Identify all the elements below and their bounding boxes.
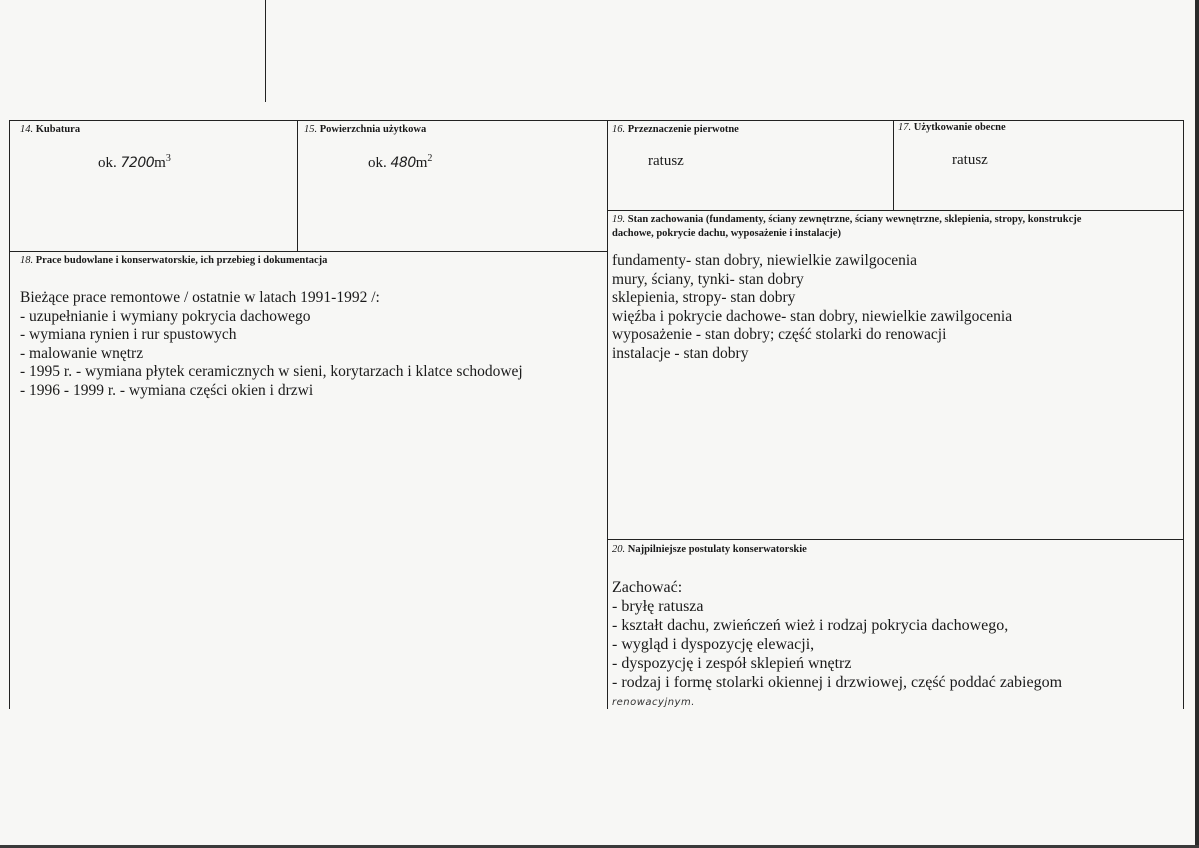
field-18-content — [20, 289, 523, 400]
field-17-value: ratusz — [952, 152, 988, 168]
field-16-value: ratusz — [648, 153, 684, 169]
rule-right — [1183, 120, 1184, 709]
field-20-number: 20. — [612, 544, 626, 555]
field-19-line: instalacje - stan dobry — [612, 344, 749, 362]
field-15-unit: m — [415, 155, 428, 171]
field-14-prefix: ok. — [98, 155, 117, 171]
rule-above-19 — [607, 210, 1183, 211]
field-17-label — [898, 122, 1006, 133]
field-18-label — [20, 255, 327, 266]
field-18-line: - 1995 r. - wymiana płytek ceramicznych w sieni, korytarzach i klatce schodowej — [20, 363, 523, 380]
field-14-handwritten: 7200 — [120, 155, 155, 171]
field-18-line: - 1996 - 1999 r. - wymiana części okien i drzwi — [20, 381, 314, 399]
field-17-title: Użytkowanie obecne — [913, 122, 1006, 133]
field-20-line: - wygląd i dyspozycję elewacji, — [612, 636, 815, 653]
field-16-number: 16. — [612, 124, 626, 135]
field-14-value — [98, 153, 171, 172]
field-19-number: 19. — [612, 214, 626, 225]
rule-left — [9, 120, 10, 709]
field-20-label — [612, 544, 807, 555]
field-14-title: Kubatura — [35, 124, 81, 135]
field-15-title: Powierzchnia użytkowa — [319, 124, 427, 135]
field-14-label — [20, 124, 80, 135]
field-16-label — [612, 124, 739, 135]
rule-above-20 — [607, 539, 1183, 540]
field-14-unit: m — [154, 155, 166, 171]
field-18-number: 18. — [20, 255, 34, 266]
field-19-line: sklepienia, stropy- stan dobry — [612, 289, 796, 306]
field-20-content — [612, 578, 1062, 692]
field-14-number: 14. — [20, 124, 34, 135]
field-19-title-line1: Stan zachowania (fundamenty, ściany zewnętrzne, ściany wewnętrzne, sklepienia, stropy, konstrukcje — [627, 214, 1082, 225]
rule-above-18 — [9, 251, 607, 252]
field-19-line: mury, ściany, tynki- stan dobry — [612, 270, 804, 288]
rule-center — [607, 120, 608, 709]
field-15-label — [304, 124, 426, 135]
field-18-line: Bieżące prace remontowe / ostatnie w latach 1991-1992 /: — [20, 289, 380, 306]
scan-edge-right — [1195, 0, 1199, 848]
field-15-prefix: ok. — [368, 155, 387, 171]
field-19-line: więźba i pokrycie dachowe- stan dobry, niewielkie zawilgocenia — [612, 307, 1013, 325]
field-15-value — [368, 153, 432, 172]
field-14-exponent: 3 — [165, 153, 171, 164]
field-18-title: Prace budowlane i konserwatorskie, ich przebieg i dokumentacja — [35, 255, 328, 266]
rule-14-15 — [297, 120, 298, 251]
field-15-exponent: 2 — [427, 153, 433, 164]
field-20-line: Zachować: — [612, 579, 683, 596]
field-18-line: - uzupełnianie i wymiany pokrycia dachowego — [20, 307, 311, 325]
field-19-content — [612, 252, 1012, 363]
field-19-line: wyposażenie - stan dobry; część stolarki do renowacji — [612, 326, 947, 343]
field-20-line: - dyspozycję i zespół sklepień wnętrz — [612, 655, 852, 672]
field-18-line: - malowanie wnętrz — [20, 344, 144, 362]
field-19-title-line2: dachowe, pokrycie dachu, wyposażenie i instalacje) — [612, 228, 841, 239]
field-19-label — [612, 214, 1081, 225]
field-20-line: - bryłę ratusza — [612, 598, 704, 615]
field-20-title: Najpilniejsze postulaty konserwatorskie — [627, 544, 807, 555]
rule-16-17 — [893, 120, 894, 210]
field-15-handwritten: 480 — [390, 155, 416, 171]
field-15-number: 15. — [304, 124, 318, 135]
field-16-title: Przeznaczenie pierwotne — [627, 124, 739, 135]
field-18-line: - wymiana rynien i rur spustowych — [20, 326, 237, 343]
top-divider — [265, 0, 266, 102]
field-17-number: 17. — [898, 122, 912, 133]
field-20-handwritten-note: renowacyjnym. — [612, 697, 695, 708]
field-19-line: fundamenty- stan dobry, niewielkie zawilgocenia — [612, 252, 918, 269]
rule-top — [9, 120, 1183, 121]
field-20-line: - kształt dachu, zwieńczeń wież i rodzaj pokrycia dachowego, — [612, 617, 1009, 634]
field-20-line: - rodzaj i formę stolarki okiennej i drzwiowej, część poddać zabiegom — [612, 674, 1063, 691]
